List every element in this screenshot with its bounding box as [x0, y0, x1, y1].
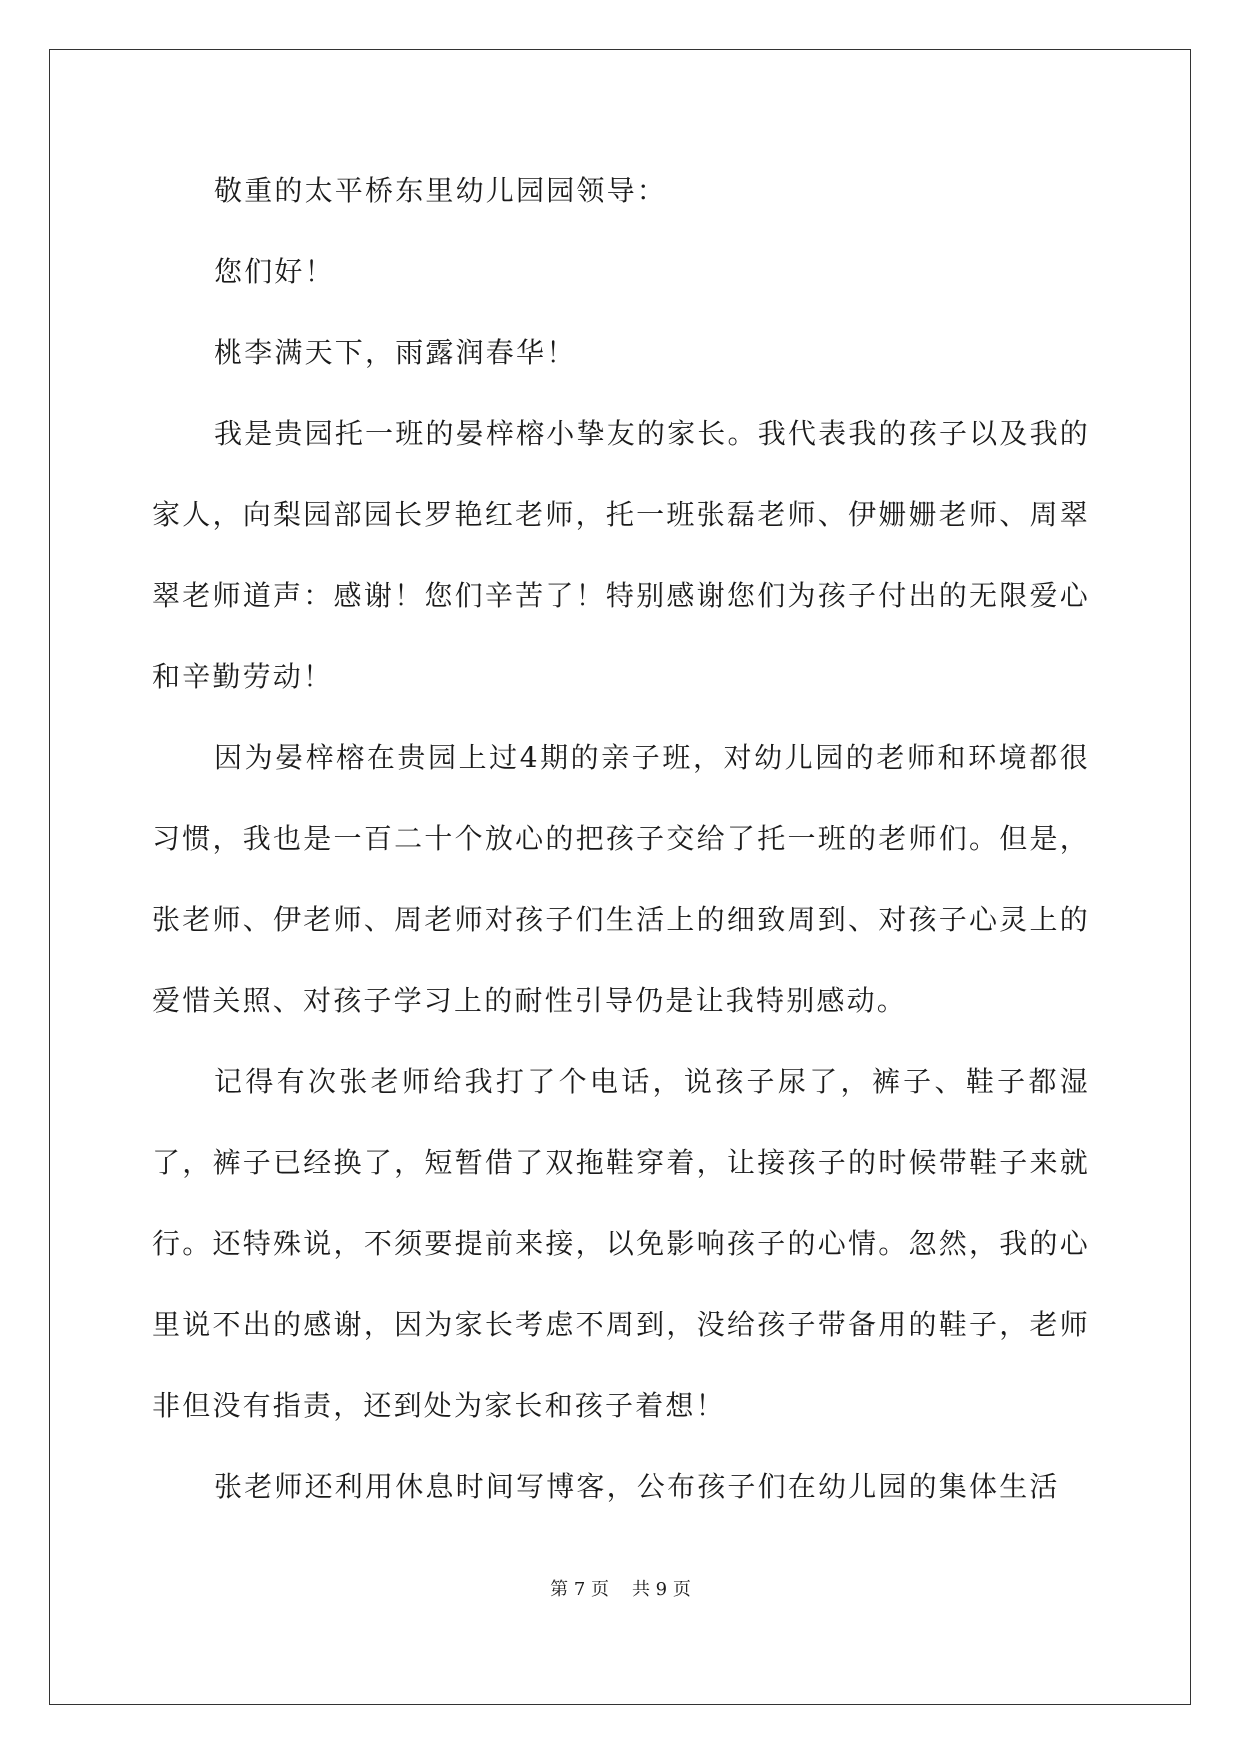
- salutation: 敬重的太平桥东里幼儿园园领导：: [214, 174, 668, 207]
- opening-line: 桃李满天下，雨露润春华！: [214, 336, 577, 369]
- page-number-footer: 第 7 页 共 9 页: [550, 1579, 691, 1600]
- greeting: 您们好！: [214, 255, 335, 288]
- document-body: [152, 150, 1090, 1527]
- body-paragraph: 记得有次张老师给我打了个电话，说孩子尿了，裤子、鞋子都湿了，裤子已经换了，短暂借了双拖鞋穿着，让接孩子的时候带鞋子来就行。还特殊说，不须要提前来接，以免影响孩子的心情。忽然，我的心里说不出的感谢，因为家长考虑不周到，没给孩子带备用的鞋子，老师非但没有指责，还到处为家长和孩子着想！: [152, 1065, 1090, 1422]
- body-paragraph: 因为晏梓榕在贵园上过4期的亲子班，对幼儿园的老师和环境都很习惯，我也是一百二十个放心的把孩子交给了托一班的老师们。但是，张老师、伊老师、周老师对孩子们生活上的细致周到、对孩子心灵上的爱惜关照、对孩子学习上的耐性引导仍是让我特别感动。: [152, 741, 1090, 1017]
- body-paragraph: 我是贵园托一班的晏梓榕小挚友的家长。我代表我的孩子以及我的家人，向梨园部园长罗艳红老师，托一班张磊老师、伊姗姗老师、周翠翠老师道声：感谢！您们辛苦了！特别感谢您们为孩子付出的无限爱心和辛勤劳动！: [152, 417, 1090, 693]
- body-paragraph: 张老师还利用休息时间写博客，公布孩子们在幼儿园的集体生活: [214, 1470, 1060, 1503]
